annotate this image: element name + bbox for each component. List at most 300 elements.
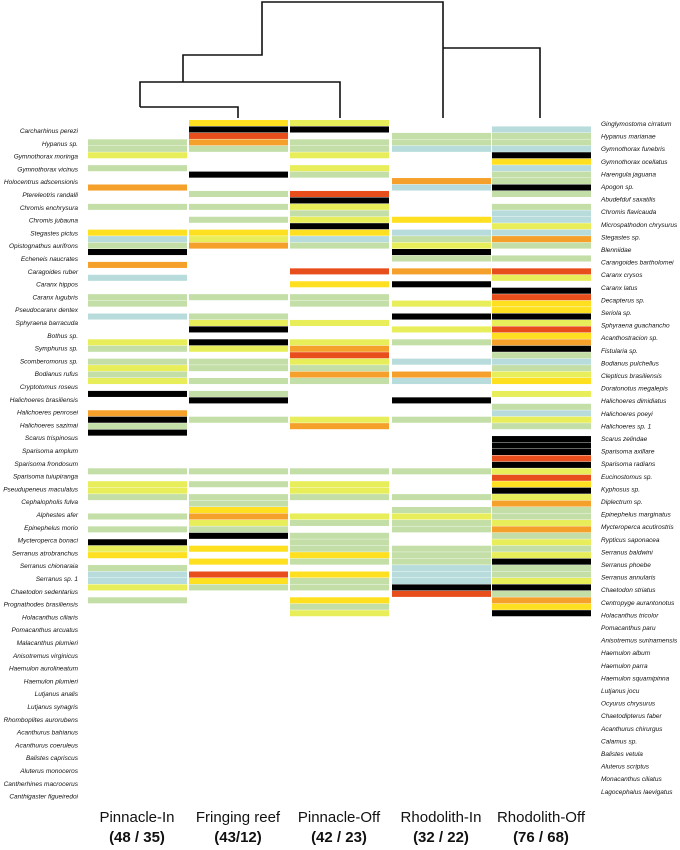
species-label: Sparisoma axillare: [601, 448, 655, 456]
heatmap-cell: [290, 165, 389, 171]
column-labels: [99, 809, 585, 846]
species-label: Ptereleotris randalli: [22, 192, 78, 199]
species-label: Centropyge aurantonotus: [601, 599, 675, 607]
heatmap-cell: [392, 185, 491, 191]
heatmap-cell: [290, 488, 389, 494]
heatmap-cell: [290, 546, 389, 552]
species-label: Sphyraena barracuda: [15, 320, 78, 327]
heatmap-cell: [290, 139, 389, 145]
species-label: Blenniidae: [601, 247, 632, 254]
species-label: Fistularia sp.: [601, 347, 638, 355]
heatmap-cell: [492, 326, 591, 332]
heatmap-cell: [189, 314, 288, 320]
heatmap-cell: [492, 204, 591, 210]
heatmap-cell: [290, 559, 389, 565]
column-count-label: (32 / 22): [413, 829, 469, 846]
heatmap-cell: [88, 346, 187, 352]
heatmap-cell: [492, 339, 591, 345]
heatmap-cell: [392, 513, 491, 519]
heatmap-cell: [88, 410, 187, 416]
dendrogram: [140, 2, 540, 118]
heatmap-cell: [392, 268, 491, 274]
heatmap-cell: [392, 417, 491, 423]
heatmap-cell: [492, 552, 591, 558]
heatmap-cell: [88, 243, 187, 249]
species-label: Chromis flavicauda: [601, 209, 657, 217]
heatmap-cell: [492, 565, 591, 571]
heatmap-cell: [189, 584, 288, 590]
heatmap-cell: [189, 501, 288, 507]
species-label: Holacanthus tricolor: [601, 612, 659, 620]
species-label: Cantherhines macrocerus: [3, 780, 78, 788]
species-label: Hypanus sp.: [41, 140, 78, 148]
heatmap-cell: [290, 604, 389, 610]
species-label: Clepticus brasiliensis: [601, 373, 662, 380]
heatmap-cells: [88, 120, 591, 616]
species-label: Eucinostomus sp.: [601, 473, 653, 481]
species-label: Hypanus marianae: [601, 133, 656, 141]
heatmap-cell: [392, 378, 491, 384]
species-label: Sparisoma tuiupiranga: [12, 473, 78, 481]
species-label: Sparisoma amplum: [22, 448, 78, 455]
species-label: Cryptotomus roseus: [19, 384, 78, 391]
heatmap-cell: [88, 430, 187, 436]
species-label: Rypticus saponacea: [601, 536, 660, 544]
species-label: Scomberomorus sp.: [19, 358, 78, 366]
heatmap-cell: [492, 223, 591, 229]
heatmap-cell: [492, 307, 591, 313]
species-label: Serranus phoebe: [601, 562, 651, 569]
heatmap-cell: [88, 262, 187, 268]
heatmap-cell: [189, 520, 288, 526]
heatmap-cell: [290, 584, 389, 590]
column-count-label: (42 / 23): [311, 829, 367, 846]
species-label: Aluterus scriptus: [601, 763, 650, 771]
species-label: Anisotremus virginicus: [12, 652, 78, 660]
heatmap-cell: [290, 359, 389, 365]
heatmap-cell: [392, 578, 491, 584]
heatmap-cell: [290, 378, 389, 384]
heatmap-cell: [88, 204, 187, 210]
heatmap-cell: [290, 268, 389, 274]
heatmap-cell: [492, 359, 591, 365]
heatmap-cell: [88, 488, 187, 494]
species-label: Halichoeres brasiliensis: [9, 396, 78, 404]
heatmap-cell: [189, 546, 288, 552]
heatmap-cell: [392, 565, 491, 571]
heatmap-cell: [88, 378, 187, 384]
heatmap-cell: [392, 546, 491, 552]
species-label: Pomacanthus arcuatus: [11, 627, 78, 635]
column-label: Fringing reef: [195, 809, 281, 826]
species-label: Halichoeres sp. 1: [601, 423, 652, 431]
heatmap-cell: [189, 339, 288, 345]
heatmap-cell: [492, 597, 591, 603]
heatmap-cell: [290, 346, 389, 352]
heatmap-cell: [88, 468, 187, 474]
heatmap-cell: [88, 139, 187, 145]
heatmap-cell: [189, 320, 288, 326]
heatmap-cell: [492, 468, 591, 474]
heatmap-cell: [392, 591, 491, 597]
species-label: Chaetodon striatus: [601, 587, 656, 595]
heatmap-cell: [492, 488, 591, 494]
species-label: Caranx crysos: [601, 272, 643, 280]
heatmap-cell: [88, 513, 187, 519]
species-label: Lagocephalus laevigatus: [601, 788, 673, 796]
species-label: Acanthurus chirurgus: [601, 725, 663, 733]
heatmap-cell: [492, 443, 591, 449]
species-label: Mycteroperca bonaci: [17, 537, 78, 545]
species-label: Kyphosus sp.: [601, 486, 641, 494]
heatmap-cell: [392, 301, 491, 307]
heatmap-cell: [492, 268, 591, 274]
heatmap-cell: [189, 378, 288, 384]
species-label: Holocentrus adscensionis: [3, 179, 78, 187]
column-count-label: (43/12): [214, 829, 262, 846]
heatmap-cell: [492, 185, 591, 191]
heatmap-cell: [492, 236, 591, 242]
heatmap-cell: [392, 133, 491, 139]
heatmap-cell: [492, 526, 591, 532]
species-label: Aluterus monoceros: [20, 768, 78, 775]
heatmap-cell: [392, 255, 491, 261]
heatmap-cell: [189, 326, 288, 332]
species-label: Decapterus sp.: [601, 297, 645, 305]
heatmap-cell: [290, 339, 389, 345]
species-label: Calamus sp.: [601, 738, 638, 746]
heatmap-cell: [492, 533, 591, 539]
heatmap-cell: [392, 339, 491, 345]
heatmap-cell: [290, 572, 389, 578]
heatmap-cell: [492, 288, 591, 294]
heatmap-cell: [189, 191, 288, 197]
species-label: Serranus sp. 1: [35, 576, 78, 583]
heatmap-cell: [492, 578, 591, 584]
heatmap-cell: [392, 314, 491, 320]
heatmap-cell: [88, 152, 187, 158]
heatmap-cell: [290, 494, 389, 500]
heatmap-cell: [290, 152, 389, 158]
species-label: Gymnothorax ocellatus: [601, 158, 668, 166]
heatmap-cell: [189, 417, 288, 423]
species-label: Haemulon parra: [601, 662, 648, 670]
heatmap-cell: [290, 417, 389, 423]
heatmap-cell: [290, 597, 389, 603]
heatmap-cell: [290, 120, 389, 126]
heatmap-cell: [492, 591, 591, 597]
heatmap-cell: [189, 204, 288, 210]
heatmap-cell: [492, 584, 591, 590]
heatmap-cell: [189, 494, 288, 500]
heatmap-cell: [189, 481, 288, 487]
species-label: Alphestes afer: [36, 512, 78, 519]
heatmap-cell: [392, 281, 491, 287]
heatmap-cell: [392, 526, 491, 532]
heatmap-cell: [492, 294, 591, 300]
heatmap-cell: [392, 494, 491, 500]
heatmap-cell: [189, 359, 288, 365]
heatmap-cell: [189, 133, 288, 139]
heatmap-cell: [492, 146, 591, 152]
heatmap-cell: [88, 578, 187, 584]
heatmap-cell: [290, 365, 389, 371]
heatmap-cell: [189, 217, 288, 223]
species-label: Epinephelus marginatus: [601, 511, 671, 519]
heatmap-cell: [189, 507, 288, 513]
species-label: Serranus atrobranchus: [11, 550, 78, 558]
heatmap-cell: [392, 359, 491, 365]
species-label: Lutjanus jocu: [601, 688, 640, 695]
heatmap-cell: [492, 320, 591, 326]
species-label: Acanthurus coeruleus: [15, 742, 78, 750]
heatmap-cell: [492, 191, 591, 197]
heatmap-cell: [88, 481, 187, 487]
heatmap-cell: [492, 391, 591, 397]
species-label: Canthigaster figueiredoi: [9, 793, 78, 801]
heatmap-cell: [189, 559, 288, 565]
heatmap-cell: [392, 468, 491, 474]
heatmap-cell: [88, 236, 187, 242]
heatmap-cell: [189, 572, 288, 578]
heatmap-cell: [189, 172, 288, 178]
heatmap-cell: [492, 520, 591, 526]
heatmap-cell: [189, 243, 288, 249]
heatmap-cell: [492, 159, 591, 165]
heatmap-cell: [492, 423, 591, 429]
heatmap-cell: [392, 507, 491, 513]
heatmap-cell: [88, 597, 187, 603]
species-label: Pomacanthus paru: [601, 625, 656, 632]
heatmap-cell: [88, 185, 187, 191]
heatmap-cell: [189, 230, 288, 236]
heatmap-cell: [189, 578, 288, 584]
heatmap-cell: [290, 481, 389, 487]
heatmap-cell: [492, 410, 591, 416]
heatmap-cell: [392, 552, 491, 558]
heatmap-cell: [492, 275, 591, 281]
species-label: Gymnothorax moringa: [13, 153, 78, 161]
heatmap-cell: [290, 126, 389, 132]
heatmap-cell: [88, 565, 187, 571]
heatmap-cell: [88, 165, 187, 171]
species-label: Monacanthus ciliatus: [601, 776, 662, 784]
species-label: Carcharhinus perezi: [19, 128, 78, 135]
heatmap-cell: [88, 539, 187, 545]
heatmap-cell: [189, 120, 288, 126]
heatmap-cell: [290, 610, 389, 616]
species-label: Sparisoma radians: [601, 461, 656, 469]
heatmap-cell: [492, 481, 591, 487]
species-label: Rhomboplites aurorubens: [3, 716, 78, 724]
heatmap-cell: [492, 255, 591, 261]
heatmap-cell: [392, 217, 491, 223]
heatmap-cell: [492, 417, 591, 423]
heatmap-cell: [290, 320, 389, 326]
heatmap-cell: [392, 572, 491, 578]
heatmap-cell: [189, 146, 288, 152]
heatmap-cell: [492, 165, 591, 171]
heatmap-cell: [88, 249, 187, 255]
heatmap-cell: [189, 126, 288, 132]
heatmap-cell: [88, 584, 187, 590]
heatmap-cell: [290, 191, 389, 197]
species-label: Holacanthus ciliaris: [22, 614, 78, 622]
heatmap-cell: [88, 301, 187, 307]
heatmap-cell: [88, 391, 187, 397]
heatmap-cell: [492, 172, 591, 178]
species-label: Stegastes pictus: [30, 230, 78, 238]
heatmap-cell: [88, 546, 187, 552]
heatmap-cell: [290, 294, 389, 300]
species-label: Symphurus sp.: [34, 345, 78, 353]
species-label: Halichoeres penrosei: [16, 409, 78, 417]
species-label: Malacanthus plumieri: [16, 640, 78, 647]
dendrogram-pinnacle-in-fringing-link: [140, 107, 238, 118]
heatmap-cell: [88, 230, 187, 236]
species-label: Scarus trispinosus: [24, 435, 78, 443]
heatmap-cell: [492, 210, 591, 216]
right-species-labels: [600, 121, 678, 796]
heatmap-cell: [290, 539, 389, 545]
heatmap-cell: [290, 533, 389, 539]
heatmap-cell: [88, 365, 187, 371]
heatmap-cell: [189, 468, 288, 474]
heatmap-cell: [392, 372, 491, 378]
heatmap-cell: [290, 423, 389, 429]
heatmap-cell: [189, 346, 288, 352]
heatmap-cell: [290, 223, 389, 229]
heatmap-cell: [189, 236, 288, 242]
column-label: Pinnacle-In: [99, 809, 175, 826]
species-label: Chromis enchrysura: [19, 204, 78, 212]
heatmap-cell: [290, 230, 389, 236]
heatmap-cell: [88, 372, 187, 378]
heatmap-cell: [88, 417, 187, 423]
heatmap-cell: [492, 546, 591, 552]
heatmap-cell: [492, 449, 591, 455]
heatmap-cell: [492, 314, 591, 320]
species-label: Apogon sp.: [601, 184, 634, 191]
heatmap-cell: [492, 455, 591, 461]
species-label: Ginglymostoma cirratum: [601, 121, 672, 128]
species-label: Seriola sp.: [601, 310, 632, 317]
species-label: Mycteroperca acutirostris: [601, 524, 674, 532]
heatmap-cell: [492, 462, 591, 468]
heatmap-cell: [492, 507, 591, 513]
species-label: Carangoides bartholomei: [601, 259, 674, 267]
species-label: Cephalopholis fulva: [21, 499, 78, 507]
heatmap-cell: [189, 365, 288, 371]
species-label: Bodianus rufus: [34, 371, 78, 379]
heatmap-cell: [290, 513, 389, 519]
heatmap-cell: [492, 372, 591, 378]
heatmap-cell: [88, 146, 187, 152]
species-label: Lutjanus synagris: [27, 704, 78, 711]
heatmap-cell: [492, 178, 591, 184]
heatmap-cell: [290, 210, 389, 216]
species-label: Serranus chionaraia: [19, 563, 78, 571]
species-label: Halichoeres sazimai: [19, 422, 78, 430]
heatmap-cell: [290, 301, 389, 307]
heatmap-cell: [189, 139, 288, 145]
heatmap-cell: [492, 494, 591, 500]
heatmap-cell: [492, 217, 591, 223]
species-label: Sparisoma frondosum: [14, 460, 78, 468]
species-label: Haemulon plumieri: [23, 678, 78, 686]
heatmap-cell: [492, 404, 591, 410]
heatmap-cell: [88, 572, 187, 578]
heatmap-cell: [492, 139, 591, 145]
species-label: Caragoides ruber: [27, 268, 78, 276]
heatmap-cell: [392, 139, 491, 145]
heatmap-cell: [88, 552, 187, 558]
heatmap-cell: [492, 513, 591, 519]
species-label: Haemulon squamipinna: [601, 675, 670, 683]
heatmap-cell: [492, 230, 591, 236]
species-label: Haemulon album: [601, 650, 651, 658]
species-label: Prognathodes brasiliensis: [3, 601, 78, 609]
heatmap-cell: [492, 133, 591, 139]
heatmap-cell: [189, 397, 288, 403]
species-label: Gymnothorax vicinus: [17, 166, 78, 174]
heatmap-cell: [492, 126, 591, 132]
heatmap-cell: [492, 436, 591, 442]
heatmap-cell: [290, 552, 389, 558]
heatmap-cell: [189, 391, 288, 397]
heatmap-cell: [492, 346, 591, 352]
heatmap-cell: [492, 301, 591, 307]
heatmap-cell: [492, 501, 591, 507]
heatmap-cell: [492, 365, 591, 371]
species-label: Halichoeres poeyi: [601, 410, 653, 418]
species-label: Chaetodon sedentarius: [10, 588, 78, 596]
heatmap-cell: [290, 372, 389, 378]
column-label: Pinnacle-Off: [297, 809, 381, 826]
column-label: Rhodolith-Off: [496, 809, 586, 826]
heatmap-cell: [88, 359, 187, 365]
species-label: Diplectrum sp.: [601, 499, 643, 506]
species-label: Harengula jaguana: [601, 171, 656, 179]
species-label: Acanthurus bahianus: [16, 729, 78, 737]
left-species-labels: [3, 128, 79, 801]
species-label: Haemulon aurolineatum: [8, 665, 78, 673]
heatmap-cell: [392, 146, 491, 152]
heatmap-cell: [290, 197, 389, 203]
heatmap-cell: [392, 326, 491, 332]
heatmap-cell: [392, 249, 491, 255]
heatmap-cell: [492, 539, 591, 545]
heatmap-cell: [189, 294, 288, 300]
heatmap-cell: [290, 468, 389, 474]
heatmap-cell: [88, 275, 187, 281]
heatmap-cell: [392, 178, 491, 184]
heatmap-cell: [88, 526, 187, 532]
heatmap-cell: [392, 243, 491, 249]
species-label: Balistes vetula: [601, 751, 643, 758]
dendrogram-pinnacle-cluster-link: [140, 82, 340, 118]
heatmap-cell: [392, 559, 491, 565]
species-label: Acanthostracion sp.: [601, 335, 659, 343]
heatmap-cell: [290, 520, 389, 526]
species-label: Caranx hippos: [36, 281, 78, 289]
species-label: Halichoeres dimidiatus: [601, 398, 667, 406]
species-label: Doratonotus megalepis: [601, 385, 668, 393]
heatmap-cell: [492, 152, 591, 158]
species-label: Pseudocaranx dentex: [15, 307, 78, 315]
heatmap-cell: [88, 494, 187, 500]
heatmap-cell: [290, 146, 389, 152]
